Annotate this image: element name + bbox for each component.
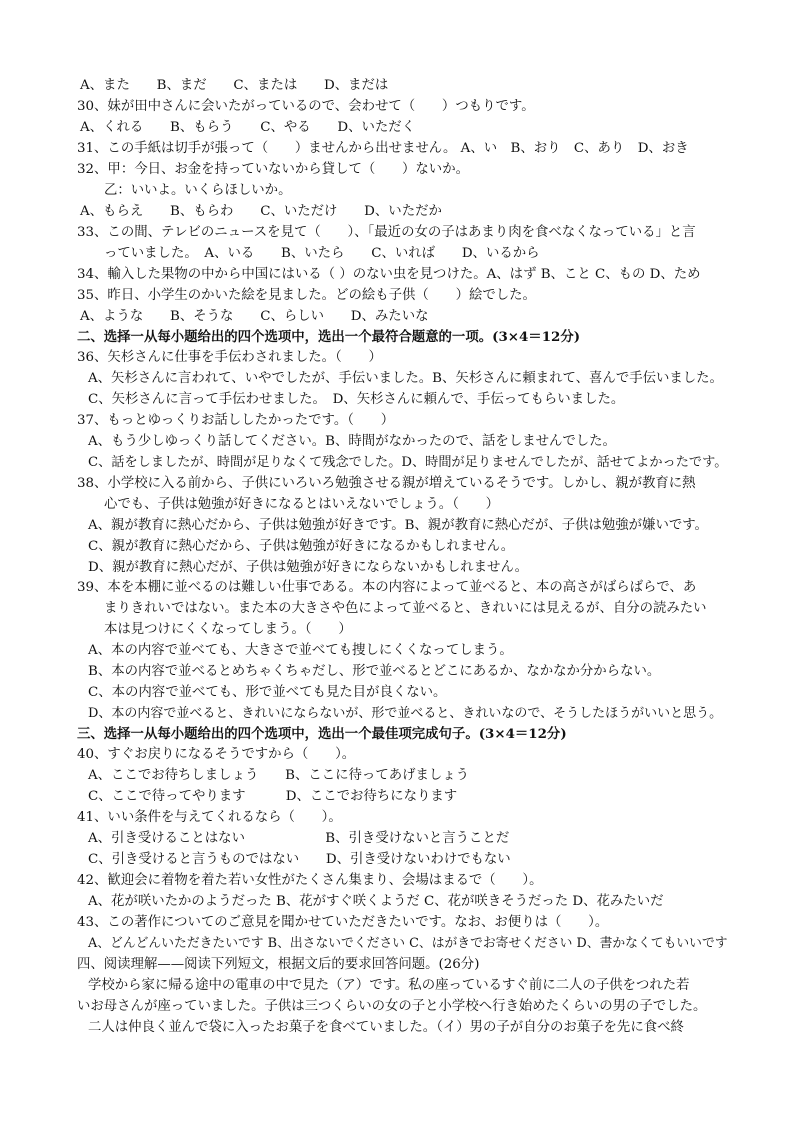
question-38: 38、小学校に入る前から、子供にいろいろ勉強させる親が増えているそうです。しかし、親が教育に熱: [77, 476, 696, 491]
question-32: 32、甲：今日、お金を持っていないから貸して（ ）ないか。: [77, 162, 469, 177]
question-43: 43、この著作についてのご意見を聞かせていただきたいです。なお、お便りは（ ）。: [77, 915, 609, 930]
option-line: D、親が教育に熱心だが、子供は勉強が好きにならないかもしれません。: [88, 560, 529, 575]
question-38-line-2: 心でも、子供は勉強が好きになるとはいえないでしょう。（ ）: [104, 497, 500, 512]
option-line: C、矢杉さんに言って手伝わせました。 D、矢杉さんに頼んで、手伝ってもらいました。: [88, 392, 625, 407]
option-line: D、本の内容で並べると、きれいにならないが、形で並べると、きれいなので、そうしたほうがいいと思う。: [88, 706, 723, 721]
option-line: A、矢杉さんに言われて、いやでしたが、手伝いました。B、矢杉さんに頼まれて、喜んで手伝いました。: [88, 371, 723, 386]
option-line: C、引き受けると言うものではない D、引き受けないわけでもない: [88, 852, 511, 867]
option-line: A、親が教育に熱心だから、子供は勉強が好きです。B、親が教育に熱心だが、子供は勉強が嫌いです。: [88, 518, 708, 533]
option-line: A、ここでお待ちしましょう B、ここに待ってあげましょう: [88, 768, 470, 783]
option-line: A、引き受けることはない B、引き受けないと言うことだ: [88, 831, 510, 846]
question-36: 36、矢杉さんに仕事を手伝わされました。（ ）: [77, 350, 382, 365]
option-line: C、本の内容で並べても、形で並べても見た目が良くない。: [88, 685, 447, 700]
option-line: A、本の内容で並べても、大きさで並べても捜しにくくなってしまう。: [88, 643, 513, 658]
question-39: 39、本を本棚に並べるのは難しい仕事である。本の内容によって並べると、本の高さがばらばらで、あ: [77, 580, 697, 595]
option-line: C、親が教育に熱心だから、子供は勉強が好きになるかもしれません。: [88, 539, 515, 554]
option-line: A、花が咲いたかのようだった B、花がすぐ咲くようだ C、花が咲きそうだった D、花みたいだ: [88, 894, 664, 909]
option-line: A、また B、まだ C、または D、まだは: [80, 78, 389, 93]
passage-line: いお母さんが座っていました。子供は三つくらいの女の子と小学校へ行き始めたくらいの男の子でした。: [77, 999, 707, 1014]
option-line: A、ような B、そうな C、らしい D、みたいな: [80, 309, 429, 324]
section-heading-3: 三、选择一从每小题给出的四个选项中，选出一个最佳项完成句子。(3×4＝12分): [77, 726, 567, 742]
question-34: 34、輸入した果物の中から中国にはいる（ ）のない虫を見つけた。A、はず B、こと C、もの D、ため: [77, 267, 701, 282]
question-33-line-2: っていました。 A、いる B、いたら C、いれば D、いるから: [104, 246, 540, 261]
question-41: 41、いい条件を与えてくれるなら（ ）。: [77, 810, 342, 825]
option-line: B、本の内容で並べるとめちゃくちゃだし、形で並べるとどこにあるか、なかなか分からない。: [88, 664, 661, 679]
section-heading-2: 二、选择一从每小题给出的四个选项中，选出一个最符合题意的一项。(3×4＝12分): [77, 329, 581, 345]
question-37: 37、もっとゆっくりお話ししたかったです。（ ）: [77, 413, 395, 428]
question-30: 30、妹が田中さんに会いたがっているので、会わせて（ ）つもりです。: [77, 99, 535, 114]
section-heading-4: 四、阅读理解——阅读下列短文，根据文后的要求回答问题。(26分): [77, 957, 480, 972]
question-42: 42、歓迎会に着物を着た若い女性がたくさん集まり、会場はまるで（ ）。: [77, 873, 543, 888]
option-line: A、どんどんいただきたいです B、出さないでください C、はがきでお寄せください D、書かなくてもいいです: [88, 936, 728, 951]
question-31: 31、この手紙は切手が張って（ ）ませんから出せません。 A、い B、おり C、あり D、おき: [77, 141, 689, 156]
question-35: 35、昨日、小学生のかいた絵を見ました。どの絵も子供（ ）絵でした。: [77, 288, 536, 303]
passage-line: 二人は仲良く並んで袋に入ったお菓子を食べていました。（イ）男の子が自分のお菓子を先に食べ終: [88, 1020, 684, 1035]
question-39-line-2: まりきれいではない。また本の大きさや色によって並べると、きれいには見えるが、自分の読みたい: [104, 601, 707, 616]
option-line: A、もらえ B、もらわ C、いただけ D、いただか: [80, 204, 442, 219]
question-33: 33、この間、テレビのニュースを見て（ ）、「最近の女の子はあまり肉を食べなくなっている」と言: [77, 225, 696, 240]
option-line: C、話をしましたが、時間が足りなくて残念でした。D、時間が足りませんでしたが、話せてよかったです。: [88, 455, 728, 470]
option-line: A、くれる B、もらう C、やる D、いただく: [80, 120, 416, 135]
option-line: C、ここで待ってやります D、ここでお待ちになります: [88, 789, 458, 804]
passage-line: 学校から家に帰る途中の電車の中で見た（ア）です。私の座っているすぐ前に二人の子供をつれた若: [88, 978, 690, 993]
question-40: 40、すぐお戻りになるそうですから（ ）。: [77, 747, 356, 762]
question-32-line-2: 乙：いいよ。いくらほしいか。: [104, 183, 292, 198]
question-39-line-3: 本は見つけにくくなってしまう。（ ）: [104, 622, 352, 637]
option-line: A、もう少しゆっくり話してください。B、時間がなかったので、話をしませんでした。: [88, 434, 616, 449]
